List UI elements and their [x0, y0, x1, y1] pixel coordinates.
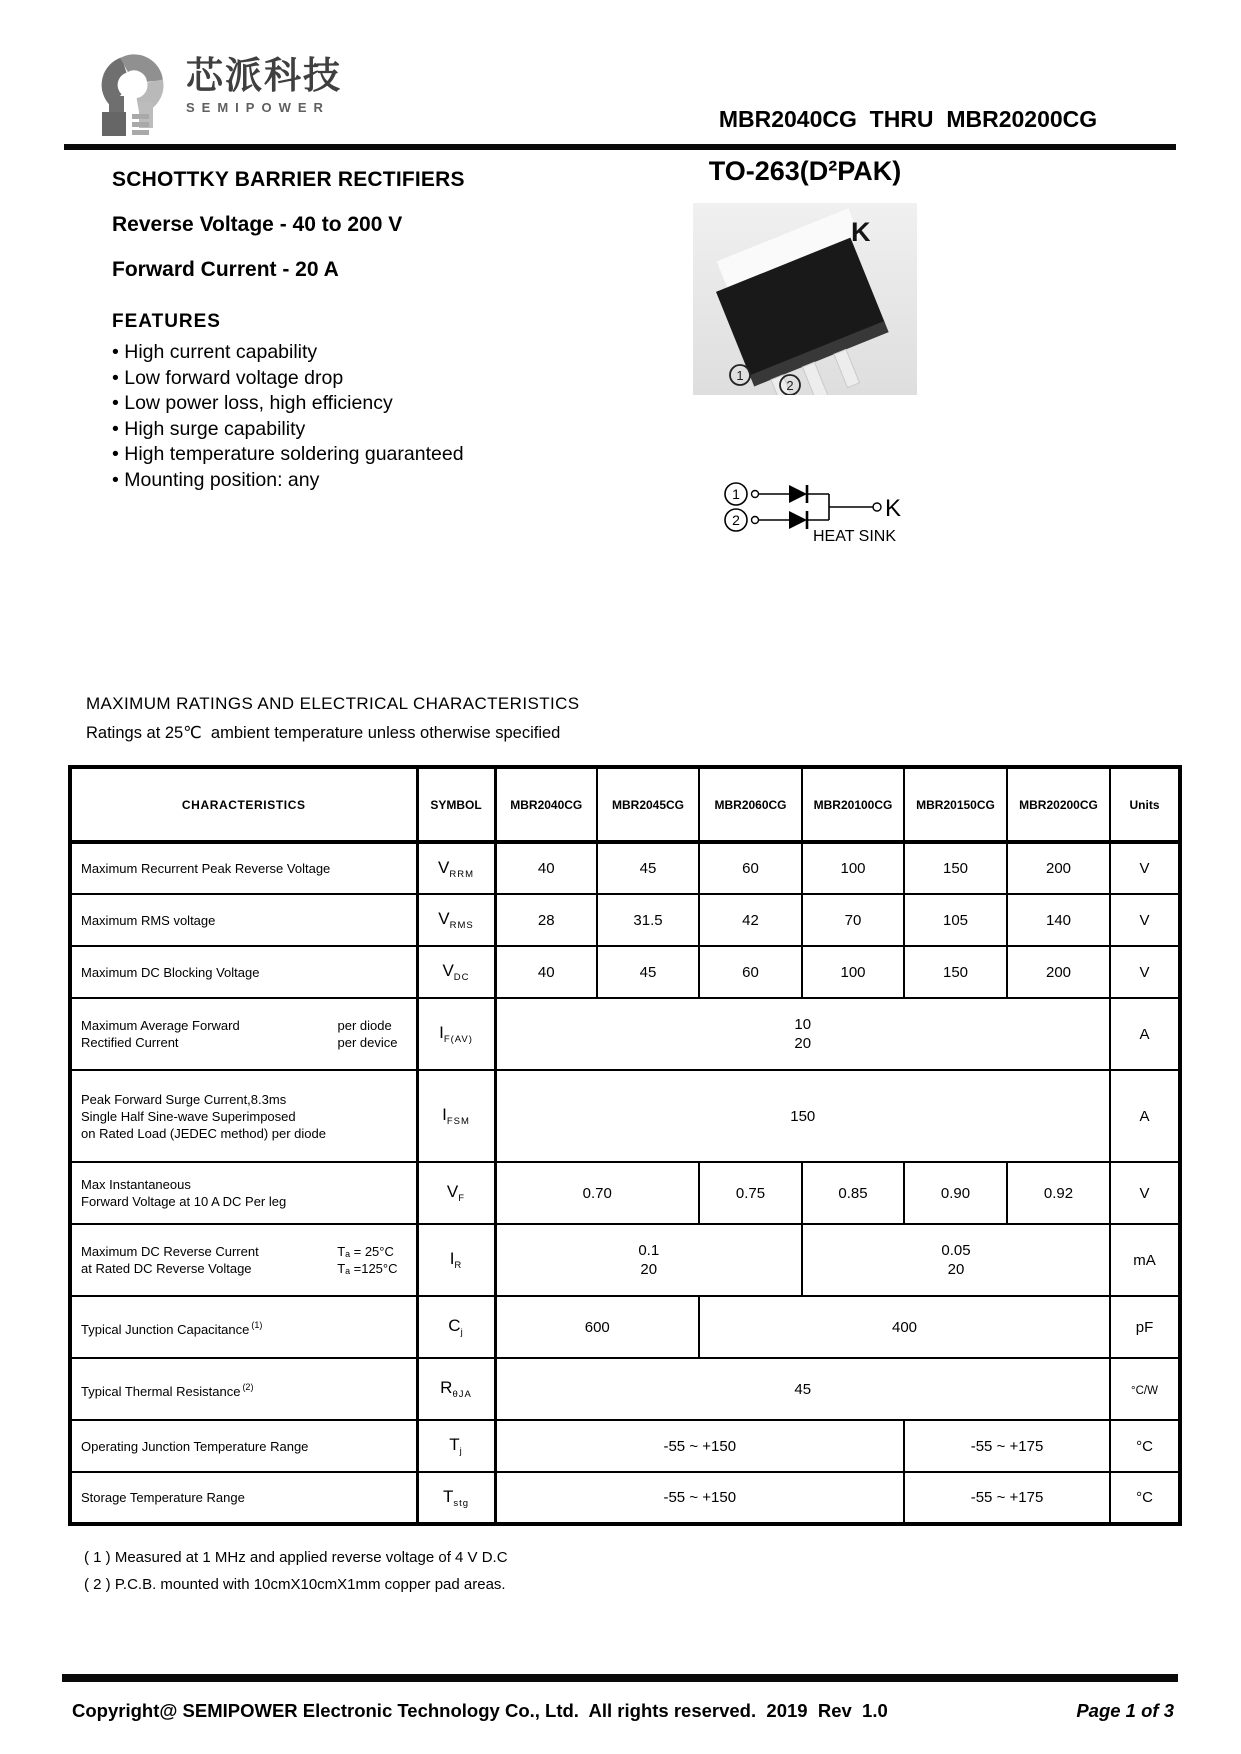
col-header-units: Units — [1110, 767, 1180, 842]
unit-cell: °C/W — [1110, 1358, 1180, 1420]
col-header-symbol: SYMBOL — [417, 767, 495, 842]
copyright-text: Copyright@ SEMIPOWER Electronic Technology Co., Ltd. All rights reserved. 2019 Rev 1.0 — [72, 1700, 888, 1721]
footnote-1: ( 1 ) Measured at 1 MHz and applied reverse voltage of 4 V D.C — [84, 1549, 508, 1566]
diode1-symbol — [789, 485, 807, 503]
characteristic-cell: Typical Junction Capacitance $^{(1)}$ — [70, 1296, 417, 1358]
unit-cell: V — [1110, 1162, 1180, 1224]
table-row-ir — [70, 1224, 1180, 1296]
value-cell: 200 — [1007, 842, 1110, 894]
col-header-mbr20200cg: MBR20200CG — [1007, 767, 1110, 842]
header-divider — [64, 144, 1176, 150]
table-row-ifsm — [70, 1070, 1180, 1162]
value-cell: 0.1 20 — [495, 1224, 802, 1296]
value-cell: 0.85 — [802, 1162, 904, 1224]
unit-cell: V — [1110, 842, 1180, 894]
circuit-pin1-label: 1 — [732, 486, 740, 502]
footnotes — [84, 1544, 508, 1598]
col-header-mbr2040cg: MBR2040CG — [495, 767, 597, 842]
col-header-mbr20100cg: MBR20100CG — [802, 767, 904, 842]
value-cell: 140 — [1007, 894, 1110, 946]
value-cell: 200 — [1007, 946, 1110, 998]
value-cell: 60 — [699, 842, 802, 894]
feature-item: • High current capability — [112, 341, 318, 363]
package-title: TO-263(D²PAK) — [708, 156, 902, 186]
document-title: SCHOTTKY BARRIER RECTIFIERS — [112, 168, 465, 191]
value-cell: 0.92 — [1007, 1162, 1110, 1224]
value-cell: 0.75 — [699, 1162, 802, 1224]
unit-cell: A — [1110, 1070, 1180, 1162]
internal-circuit-diagram — [713, 476, 943, 551]
logo-company-en: SEMIPOWER — [186, 99, 330, 115]
reverse-voltage-line: Reverse Voltage - 40 to 200 V — [112, 213, 403, 236]
symbol-cell: $V_{DC}$ — [417, 946, 495, 998]
value-cell: 40 — [495, 842, 597, 894]
value-cell: 10 20 — [495, 998, 1110, 1070]
value-cell: -55 ~ +175 — [904, 1472, 1110, 1524]
ratings-heading-line1: MAXIMUM RATINGS AND ELECTRICAL CHARACTERISTICS — [86, 694, 580, 713]
summary-block — [112, 168, 652, 493]
value-cell: -55 ~ +175 — [904, 1420, 1110, 1472]
page-number: Page 1 of 3 — [1076, 1700, 1174, 1721]
features-list — [112, 340, 652, 493]
ratings-heading-line2: Ratings at 25℃ ambient temperature unless otherwise specified — [86, 724, 561, 742]
value-cell: 400 — [699, 1296, 1110, 1358]
feature-item: • High surge capability — [112, 417, 306, 440]
diode2-symbol — [789, 511, 807, 529]
col-header-mbr20150cg: MBR20150CG — [904, 767, 1007, 842]
forward-current-line: Forward Current - 20 A — [112, 258, 339, 281]
table-row-rthja — [70, 1358, 1180, 1420]
unit-cell: mA — [1110, 1224, 1180, 1296]
table-row-tstg — [70, 1472, 1180, 1524]
value-cell: -55 ~ +150 — [495, 1472, 904, 1524]
value-cell: 100 — [802, 842, 904, 894]
value-cell: 40 — [495, 946, 597, 998]
value-cell: 150 — [904, 946, 1007, 998]
symbol-cell: $I_{FSM}$ — [417, 1070, 495, 1162]
characteristic-cell: Typical Thermal Resistance $^{(2)}$ — [70, 1358, 417, 1420]
ratings-section-heading — [86, 694, 580, 743]
unit-cell: °C — [1110, 1420, 1180, 1472]
table-header-row — [70, 767, 1180, 842]
feature-item: • High temperature soldering guaranteed — [112, 443, 464, 465]
symbol-cell: $T_{stg}$ — [417, 1472, 495, 1524]
unit-cell: V — [1110, 946, 1180, 998]
cathode-tab-label: K — [851, 217, 871, 247]
features-heading: FEATURES — [112, 311, 221, 332]
table-row-cj — [70, 1296, 1180, 1358]
value-cell: 31.5 — [597, 894, 699, 946]
col-header-characteristics: CHARACTERISTICS — [70, 767, 417, 842]
characteristic-cell: Maximum RMS voltage — [70, 894, 417, 946]
value-cell: 45 — [597, 842, 699, 894]
unit-cell: °C — [1110, 1472, 1180, 1524]
value-cell: 28 — [495, 894, 597, 946]
footer — [72, 1700, 1174, 1722]
symbol-cell: $I_R$ — [417, 1224, 495, 1296]
footnote-2: ( 2 ) P.C.B. mounted with 10cmX10cmX1mm copper pad areas. — [84, 1576, 506, 1593]
table-row-vf — [70, 1162, 1180, 1224]
value-cell: -55 ~ +150 — [495, 1420, 904, 1472]
characteristic-cell: Maximum Recurrent Peak Reverse Voltage — [70, 842, 417, 894]
table-row-ifav — [70, 998, 1180, 1070]
circuit-pin2-label: 2 — [732, 512, 740, 528]
col-header-mbr2045cg: MBR2045CG — [597, 767, 699, 842]
unit-cell: A — [1110, 998, 1180, 1070]
value-cell: 42 — [699, 894, 802, 946]
table-row-tj — [70, 1420, 1180, 1472]
pin2-label: 2 — [786, 378, 794, 393]
heat-sink-label: HEAT SINK — [813, 528, 896, 545]
characteristic-cell: Peak Forward Surge Current,8.3ms Single Half Sine-wave Superimposed on Rated Load (JEDEC method) per diode — [70, 1070, 417, 1162]
symbol-cell: $C_j$ — [417, 1296, 495, 1358]
table-row-vdc — [70, 946, 1180, 998]
value-cell: 60 — [699, 946, 802, 998]
feature-item: • Low power loss, high efficiency — [112, 392, 393, 414]
value-cell: 150 — [904, 842, 1007, 894]
value-cell: 0.90 — [904, 1162, 1007, 1224]
characteristic-cell: Max Instantaneous Forward Voltage at 10 A DC Per leg — [70, 1162, 417, 1224]
circuit-k-label: K — [885, 495, 902, 522]
value-cell: 0.05 20 — [802, 1224, 1110, 1296]
symbol-cell: $R_{\theta JA}$ — [417, 1358, 495, 1420]
logo-text — [186, 56, 342, 115]
value-cell: 600 — [495, 1296, 699, 1358]
characteristic-cell: Maximum DC Reverse Current at Rated DC Reverse Voltage Tₐ = 25°C Tₐ =125°C — [70, 1224, 417, 1296]
feature-item: • Mounting position: any — [112, 468, 320, 491]
value-cell: 70 — [802, 894, 904, 946]
value-cell: 100 — [802, 946, 904, 998]
characteristic-cell: Storage Temperature Range — [70, 1472, 417, 1524]
symbol-cell: $V_{RMS}$ — [417, 894, 495, 946]
characteristic-cell: Maximum DC Blocking Voltage — [70, 946, 417, 998]
pin1-label: 1 — [736, 368, 744, 383]
symbol-cell: $T_j$ — [417, 1420, 495, 1472]
package-photo — [693, 203, 917, 400]
semipower-logo-mark — [94, 50, 172, 143]
logo-company-cn: 芯派科技 — [186, 55, 342, 96]
value-cell: 45 — [597, 946, 699, 998]
value-cell: 150 — [495, 1070, 1110, 1162]
table-row-vrrm — [70, 842, 1180, 894]
value-cell: 0.70 — [495, 1162, 699, 1224]
characteristic-cell: Maximum Average Forward Rectified Current per diode per device — [70, 998, 417, 1070]
table-row-vrms — [70, 894, 1180, 946]
col-header-mbr2060cg: MBR2060CG — [699, 767, 802, 842]
value-cell: 105 — [904, 894, 1007, 946]
feature-item: • Low forward voltage drop — [112, 366, 344, 389]
symbol-cell: $I_{F(AV)}$ — [417, 998, 495, 1070]
footer-divider — [62, 1674, 1178, 1682]
symbol-cell: $V_{RRM}$ — [417, 842, 495, 894]
ratings-table — [68, 765, 1182, 1526]
unit-cell: V — [1110, 894, 1180, 946]
part-number-range-title: MBR2040CG THRU MBR20200CG — [718, 106, 1098, 132]
symbol-cell: $V_F$ — [417, 1162, 495, 1224]
unit-cell: pF — [1110, 1296, 1180, 1358]
value-cell: 45 — [495, 1358, 1110, 1420]
characteristic-cell: Operating Junction Temperature Range — [70, 1420, 417, 1472]
